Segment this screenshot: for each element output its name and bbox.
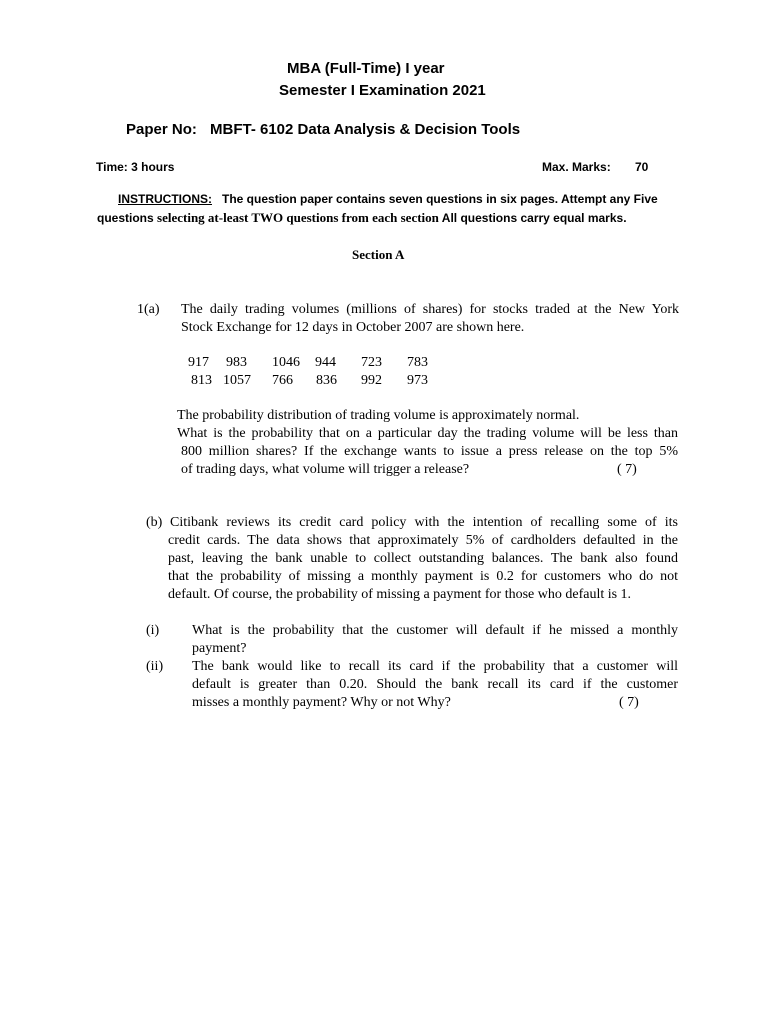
table-cell: 813 xyxy=(191,373,212,388)
table-cell: 973 xyxy=(407,373,428,388)
question-text: The daily trading volumes (millions of shares) for stocks traded at the New York xyxy=(181,302,679,317)
table-cell: 944 xyxy=(315,355,336,370)
subquestion-text: What is the probability that the customer will default if he missed a monthly xyxy=(192,623,678,638)
table-cell: 992 xyxy=(361,373,382,388)
subquestion-number: (ii) xyxy=(146,659,164,674)
subquestion-text: payment? xyxy=(192,641,247,656)
table-cell: 723 xyxy=(361,355,382,370)
question-text: Citibank reviews its credit card policy with the intention of recalling some of its xyxy=(170,515,678,530)
question-number: 1(a) xyxy=(137,302,160,317)
table-cell: 783 xyxy=(407,355,428,370)
question-marks: ( 7) xyxy=(619,695,639,710)
instructions-line-1 xyxy=(118,192,658,206)
question-number: (b) xyxy=(146,515,163,530)
instructions-label: INSTRUCTIONS: xyxy=(118,192,212,206)
paper-title: MBFT- 6102 Data Analysis & Decision Tools xyxy=(210,121,521,138)
question-text: of trading days, what volume will trigger a release? xyxy=(181,462,470,477)
question-text: What is the probability that on a particular day the trading volume will be less than xyxy=(177,426,678,441)
instructions-line-2 xyxy=(97,210,627,226)
exam-semester-title: Semester I Examination 2021 xyxy=(279,82,486,99)
question-text: Stock Exchange for 12 days in October 2007 are shown here. xyxy=(181,320,525,335)
table-cell: 836 xyxy=(316,373,337,388)
max-marks-label: Max. Marks: xyxy=(542,160,611,174)
subquestion-text: default is greater than 0.20. Should the bank recall its card if the customer xyxy=(192,677,678,692)
question-marks: ( 7) xyxy=(617,462,637,477)
subquestion-number: (i) xyxy=(146,623,160,638)
question-text: default. Of course, the probability of missing a payment for those who default is 1. xyxy=(168,587,632,602)
exam-time: Time: 3 hours xyxy=(96,160,175,174)
instructions-text-2c: All questions carry equal marks. xyxy=(438,211,627,225)
question-text: 800 million shares? If the exchange wants to issue a press release on the top 5% xyxy=(181,444,678,459)
section-heading: Section A xyxy=(352,247,405,262)
instructions-text-1: The question paper contains seven questions in six pages. Attempt any Five xyxy=(222,192,658,206)
paper-number-label: Paper No: xyxy=(126,121,197,138)
instructions-text-2a: questions xyxy=(97,211,158,225)
table-cell: 1057 xyxy=(223,373,251,388)
exam-program-title: MBA (Full-Time) I year xyxy=(287,60,445,77)
table-cell: 983 xyxy=(226,355,247,370)
table-cell: 1046 xyxy=(272,355,300,370)
subquestion-text: The bank would like to recall its card if the probability that a customer will xyxy=(192,659,678,674)
instructions-text-2b: selecting at-least TWO questions from each section xyxy=(157,210,439,225)
table-cell: 766 xyxy=(272,373,293,388)
table-cell: 917 xyxy=(188,355,209,370)
question-text: The probability distribution of trading volume is approximately normal. xyxy=(177,408,580,423)
subquestion-text: misses a monthly payment? Why or not Why? xyxy=(192,695,451,710)
max-marks-value: 70 xyxy=(635,160,649,174)
question-text: past, leaving the bank unable to collect outstanding balances. The bank also found xyxy=(168,551,678,566)
question-text: credit cards. The data shows that approximately 5% of cardholders defaulted in the xyxy=(168,533,678,548)
question-text: that the probability of missing a monthly payment is 0.2 for customers who do not xyxy=(168,569,678,584)
